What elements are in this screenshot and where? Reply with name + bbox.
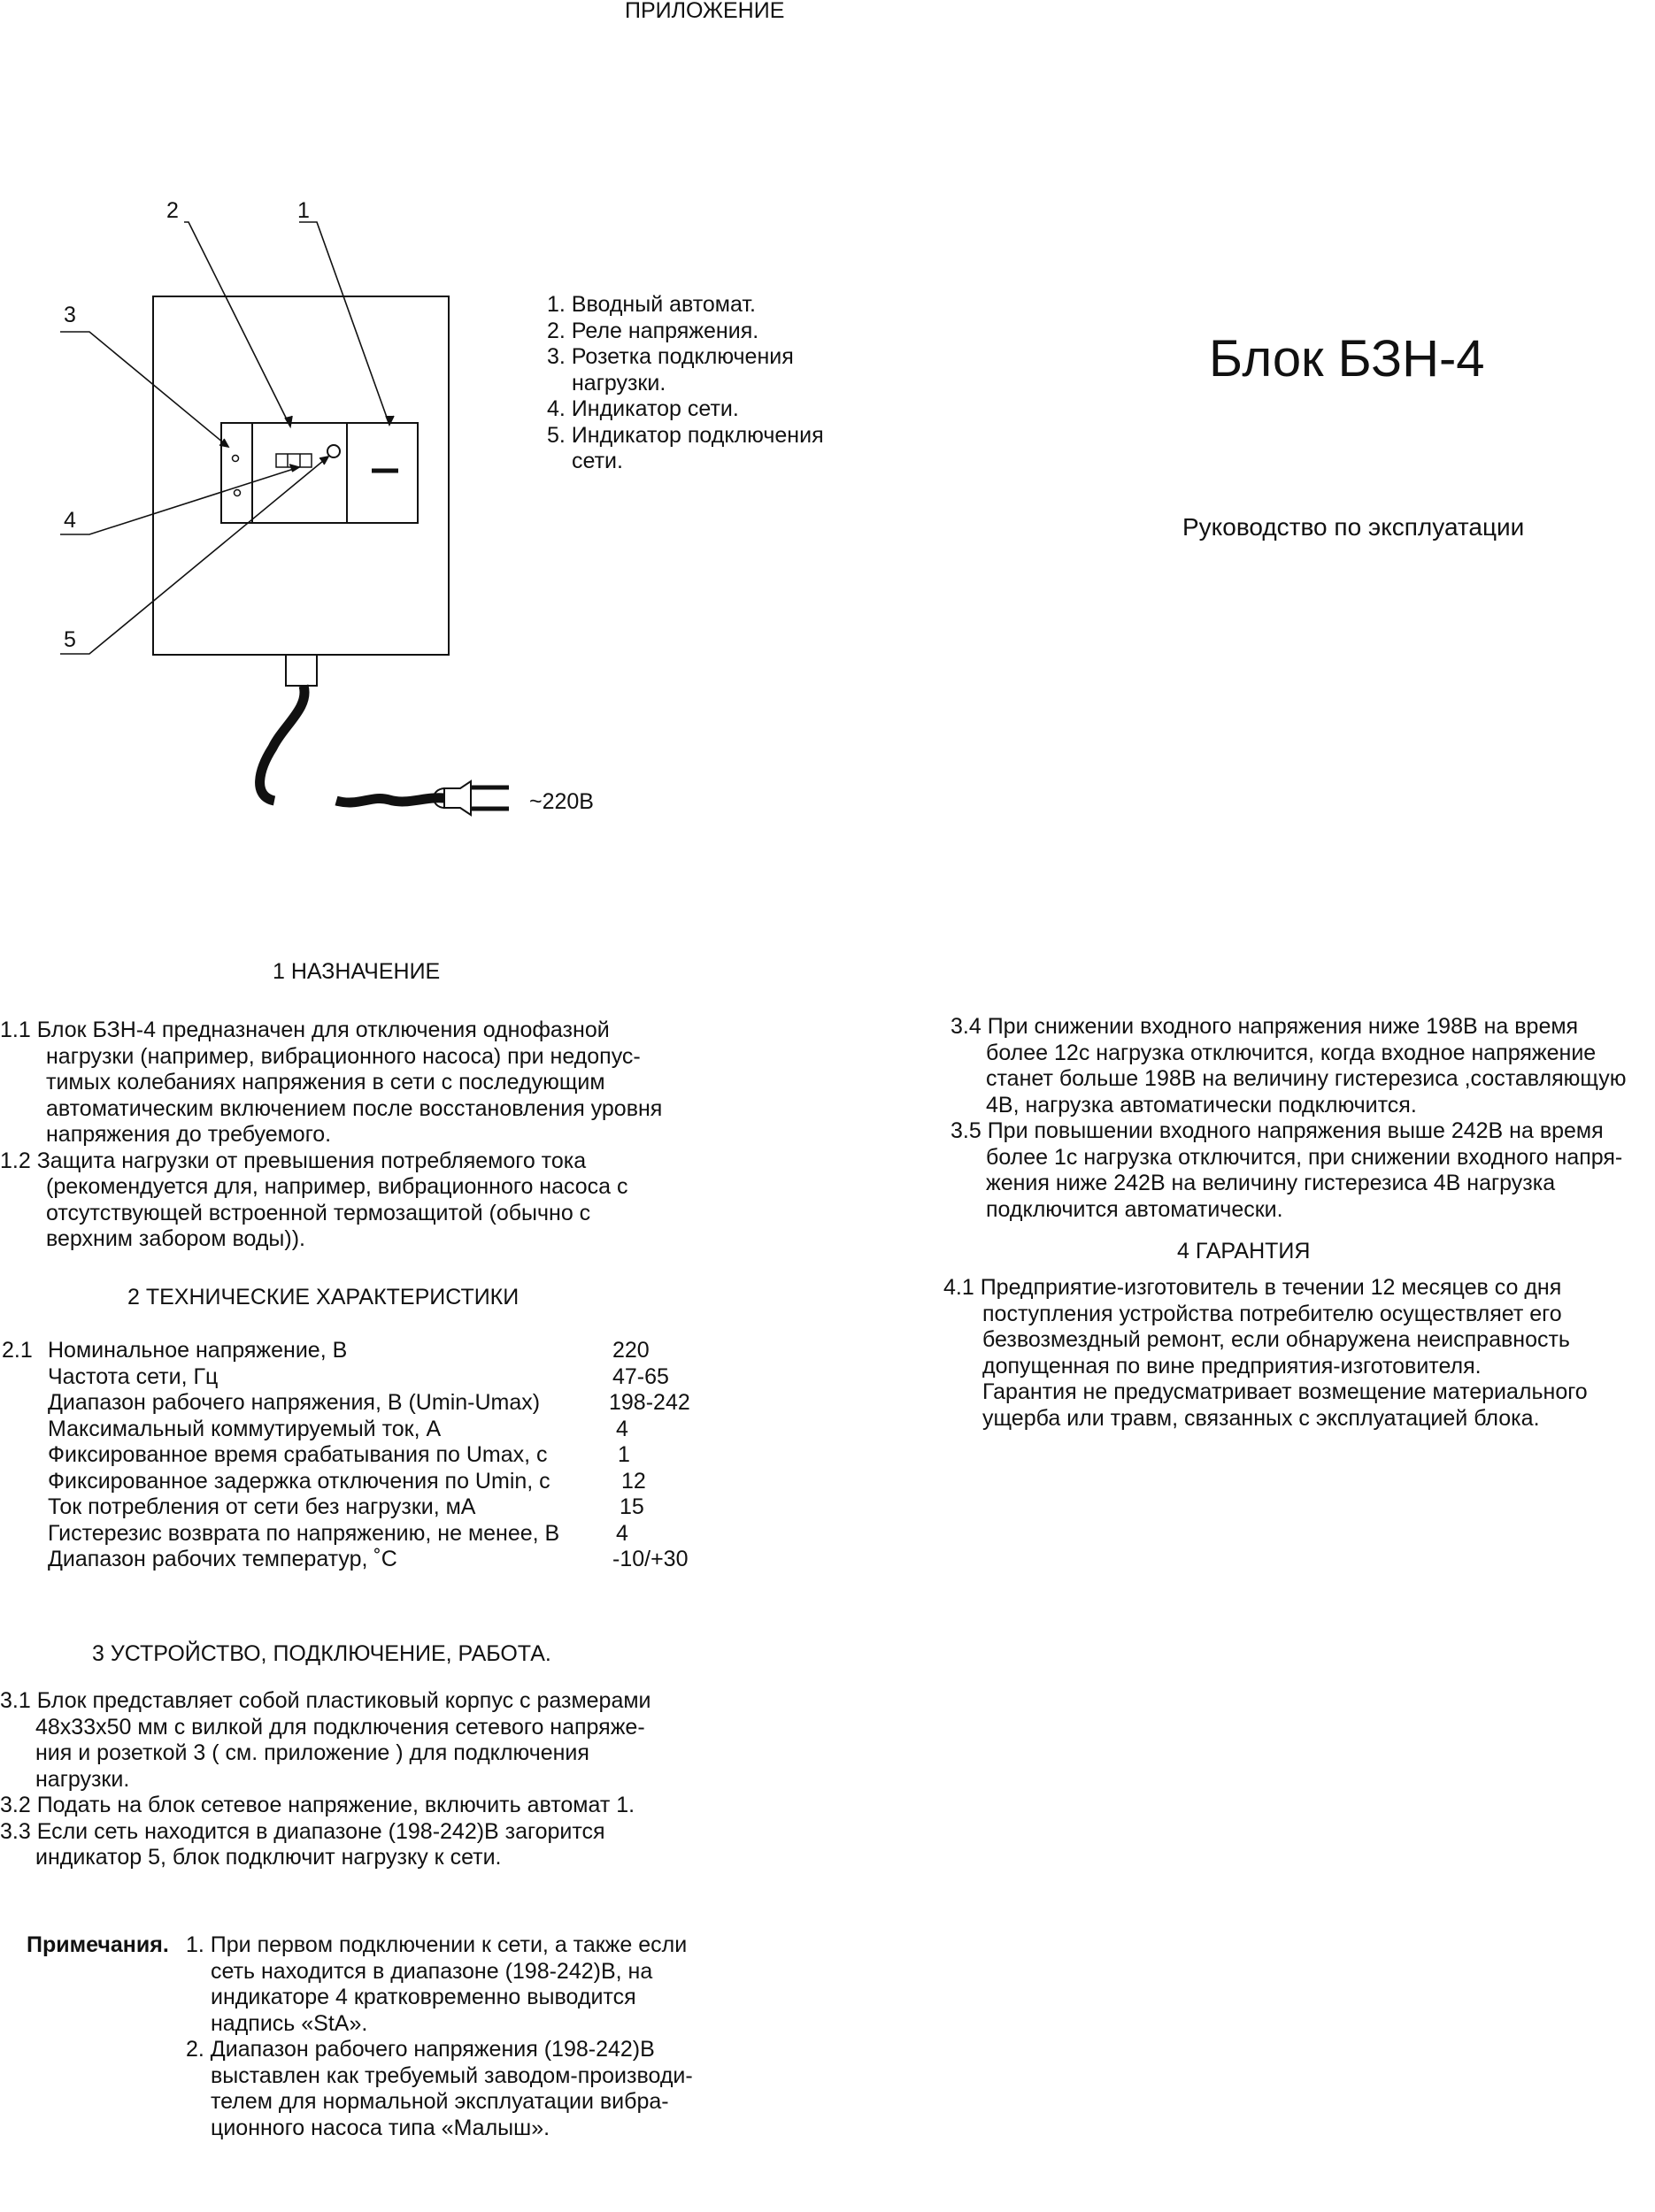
paragraph-line: безвозмездный ремонт, если обнаружена неисправность bbox=[982, 1327, 1570, 1352]
power-cable bbox=[260, 686, 304, 801]
paragraph-line: жения ниже 242В на величину гистерезиса 4В нагрузка bbox=[986, 1171, 1556, 1195]
spec-value: 12 bbox=[621, 1468, 646, 1494]
spec-label: Диапазон рабочих температур, ˚С bbox=[48, 1547, 397, 1571]
paragraph-line: автоматическим включением после восстановления уровня bbox=[46, 1095, 663, 1121]
paragraph-line: отсутствующей встроенной термозащитой (обычно с bbox=[46, 1200, 591, 1225]
spec-number: 2.1 bbox=[2, 1338, 33, 1363]
paragraph-line: верхним забором воды)). bbox=[46, 1226, 305, 1251]
paragraph-line: 1.1 Блок БЗН-4 предназначен для отключения однофазной bbox=[0, 1018, 610, 1042]
spec-label: Ток потребления от сети без нагрузки, мА bbox=[48, 1494, 476, 1519]
legend-item: 5. Индикатор подключения bbox=[547, 422, 824, 448]
section-1-body bbox=[0, 1018, 662, 1253]
spec-row bbox=[2, 1469, 710, 1495]
connection-indicator-led bbox=[327, 445, 340, 457]
cable-gland bbox=[286, 655, 317, 686]
paragraph-line: ущерба или травм, связанных с эксплуатацией блока. bbox=[982, 1405, 1540, 1431]
paragraph-line: нагрузки. bbox=[35, 1766, 130, 1792]
paragraph-line: 1.2 Защита нагрузки от превышения потребляемого тока bbox=[0, 1148, 587, 1173]
legend-item: нагрузки. bbox=[572, 370, 666, 396]
paragraph-line: (рекомендуется для, например, вибрационного насоса с bbox=[46, 1174, 628, 1199]
callout-1: 1 bbox=[297, 198, 310, 223]
spec-label: Гистерезис возврата по напряжению, не менее, В bbox=[48, 1520, 560, 1546]
paragraph-line: 4В, нагрузка автоматически подключится. bbox=[986, 1092, 1417, 1118]
paragraph-line: 48х33х50 мм с вилкой для подключения сетевого напряже- bbox=[35, 1714, 645, 1740]
notes-label: Примечания. bbox=[27, 1932, 169, 1957]
paragraph-line: поступления устройства потребителю осуществляет его bbox=[982, 1301, 1562, 1326]
paragraph-line: допущенная по вине предприятия-изготовителя. bbox=[982, 1353, 1482, 1379]
paragraph-line: 3.5 При повышении входного напряжения выше 242В на время bbox=[951, 1118, 1604, 1143]
paragraph-line: 3.3 Если сеть находится в диапазоне (198-242)В загорится bbox=[0, 1818, 605, 1844]
note-line: 1. При первом подключении к сети, а также если bbox=[186, 1932, 688, 1957]
section-3-heading: 3 УСТРОЙСТВО, ПОДКЛЮЧЕНИЕ, РАБОТА. bbox=[92, 1641, 551, 1666]
spec-table bbox=[2, 1338, 710, 1573]
paragraph-line: тимых колебаниях напряжения в сети с последующим bbox=[46, 1070, 605, 1094]
spec-label: Фиксированное задержка отключения по Umin, с bbox=[48, 1468, 550, 1494]
paragraph-line: подключится автоматически. bbox=[986, 1196, 1283, 1222]
spec-value: 15 bbox=[620, 1494, 644, 1519]
paragraph-line: ния и розеткой 3 ( см. приложение ) для подключения bbox=[35, 1740, 589, 1765]
legend-item: 1. Вводный автомат. bbox=[547, 292, 756, 317]
product-title: Блок БЗН-4 bbox=[1209, 330, 1485, 388]
legend-item: 2. Реле напряжения. bbox=[547, 318, 759, 343]
paragraph-line: 4.1 Предприятие-изготовитель в течении 12 месяцев со дня bbox=[943, 1275, 1562, 1300]
callout-4: 4 bbox=[64, 508, 76, 533]
spec-row bbox=[2, 1390, 710, 1417]
spec-value: 4 bbox=[616, 1416, 628, 1441]
paragraph-line: 3.1 Блок представляет собой пластиковый корпус с размерами bbox=[0, 1688, 651, 1713]
note-line: индикаторе 4 кратковременно выводится bbox=[211, 1985, 636, 2009]
callout-3: 3 bbox=[64, 303, 76, 327]
section-1-heading: 1 НАЗНАЧЕНИЕ bbox=[273, 959, 441, 984]
spec-label: Максимальный коммутируемый ток, А bbox=[48, 1416, 442, 1441]
paragraph-line: напряжения до требуемого. bbox=[46, 1122, 332, 1147]
note-line: надпись «StA». bbox=[211, 2010, 368, 2036]
paragraph-line: станет больше 198В на величину гистерезиса ,составляющую bbox=[986, 1066, 1627, 1091]
paragraph-line: 3.4 При снижении входного напряжения ниже 198В на время bbox=[951, 1014, 1579, 1039]
spec-row bbox=[2, 1547, 710, 1573]
paragraph-line: более 1с нагрузка отключится, при снижении входного напря- bbox=[986, 1144, 1623, 1170]
note-line: сеть находится в диапазоне (198-242)В, на bbox=[211, 1958, 653, 1984]
note-line: 2. Диапазон рабочего напряжения (198-242)В bbox=[186, 2037, 655, 2062]
spec-row bbox=[2, 1338, 710, 1364]
power-plug bbox=[444, 781, 471, 815]
spec-value: 47-65 bbox=[612, 1363, 669, 1389]
spec-row bbox=[2, 1442, 710, 1469]
spec-row bbox=[2, 1521, 710, 1548]
section-3-continued bbox=[951, 1014, 1626, 1223]
product-subtitle: Руководство по эксплуатации bbox=[1182, 513, 1525, 541]
spec-value: 4 bbox=[616, 1520, 628, 1546]
spec-value: 198-242 bbox=[609, 1390, 690, 1415]
diagram-legend bbox=[547, 292, 824, 475]
spec-row bbox=[2, 1494, 710, 1521]
paragraph-line: более 12с нагрузка отключится, когда входное напряжение bbox=[986, 1040, 1597, 1065]
note-line: выставлен как требуемый заводом-производи- bbox=[211, 2062, 693, 2088]
note-line: телем для нормальной эксплуатации вибра- bbox=[211, 2089, 669, 2114]
spec-label: Диапазон рабочего напряжения, В (Umin-Umax) bbox=[48, 1390, 541, 1415]
paragraph-line: 3.2 Подать на блок сетевое напряжение, включить автомат 1. bbox=[0, 1793, 635, 1817]
device-housing bbox=[153, 296, 449, 655]
section-2-heading: 2 ТЕХНИЧЕСКИЕ ХАРАКТЕРИСТИКИ bbox=[127, 1285, 520, 1310]
spec-label: Фиксированное время срабатывания по Umax, с bbox=[48, 1442, 548, 1467]
legend-item: 3. Розетка подключения bbox=[547, 344, 794, 369]
voltage-label: ~220В bbox=[529, 789, 594, 814]
paragraph-line: Гарантия не предусматривает возмещение материального bbox=[982, 1379, 1588, 1404]
spec-value: 1 bbox=[618, 1442, 630, 1467]
socket-icon bbox=[233, 456, 239, 462]
legend-item: 4. Индикатор сети. bbox=[547, 396, 739, 421]
section-3-body bbox=[0, 1688, 651, 1871]
spec-label: Частота сети, Гц bbox=[48, 1363, 219, 1389]
paragraph-line: нагрузки (например, вибрационного насоса) при недопус- bbox=[46, 1043, 641, 1069]
spec-row bbox=[2, 1417, 710, 1443]
section-4-body bbox=[943, 1275, 1588, 1432]
callout-2: 2 bbox=[166, 198, 179, 223]
callout-5: 5 bbox=[64, 627, 76, 652]
note-line: ционного насоса типа «Малыш». bbox=[211, 2115, 550, 2140]
spec-value: -10/+30 bbox=[612, 1547, 689, 1571]
section-4-heading: 4 ГАРАНТИЯ bbox=[1177, 1239, 1311, 1263]
appendix-title: ПРИЛОЖЕНИЕ bbox=[625, 0, 785, 23]
legend-item: сети. bbox=[572, 449, 623, 473]
notes-body bbox=[186, 1932, 693, 2141]
spec-row bbox=[2, 1364, 710, 1391]
spec-label: Номинальное напряжение, В bbox=[48, 1338, 348, 1363]
spec-value: 220 bbox=[612, 1338, 650, 1363]
paragraph-line: индикатор 5, блок подключит нагрузку к сети. bbox=[35, 1845, 502, 1870]
